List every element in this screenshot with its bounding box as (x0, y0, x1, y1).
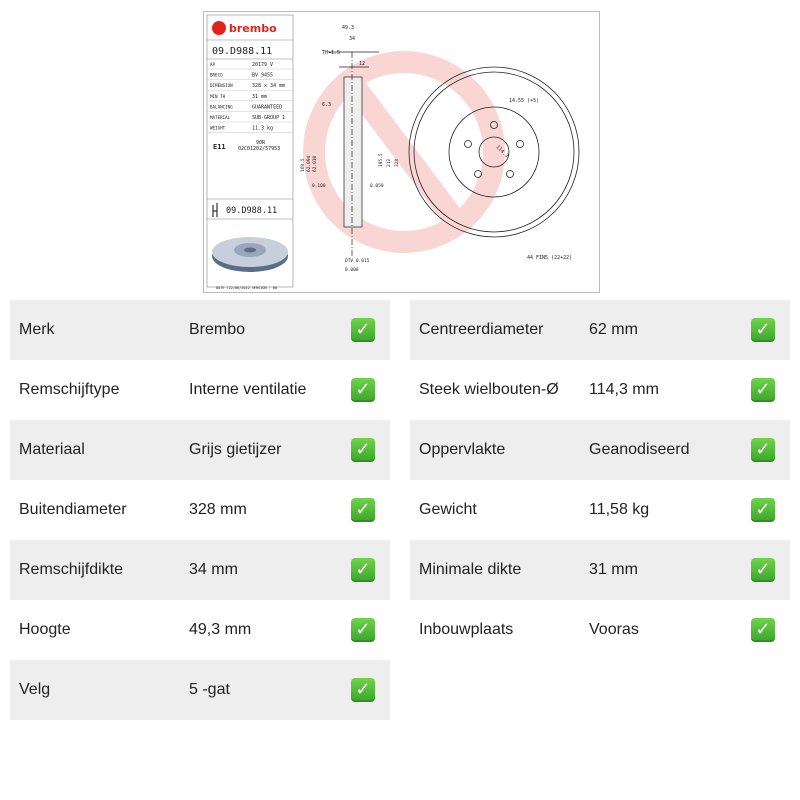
check-mark-icon (751, 378, 775, 402)
dim-0-008: 0.008 (345, 268, 359, 273)
check-mark-icon (751, 318, 775, 342)
spec-label: Merk (19, 321, 55, 338)
spec-value: 62 mm (589, 321, 638, 338)
dim-0-050: 0.050 (370, 184, 384, 189)
dim-328: 328 (395, 158, 400, 167)
spec-row (10, 600, 390, 660)
spec-label: Centreerdiameter (419, 321, 544, 338)
dim-34: 34 (349, 36, 356, 42)
spec-value: 34 mm (189, 561, 238, 578)
spec-label: Remschijftype (19, 381, 120, 398)
check-mark-icon (351, 678, 375, 702)
spec-row (10, 420, 390, 480)
spec-label: Inbouwplaats (419, 621, 514, 638)
brand-watermark (314, 62, 494, 242)
spec-value: 49,3 mm (189, 621, 252, 638)
spec-label: Remschijfdikte (19, 561, 124, 578)
check-glyph: ✓ (355, 379, 371, 400)
check-glyph: ✓ (755, 559, 771, 580)
drawing-spec-value: 31 mm (252, 93, 268, 100)
spec-label: Hoogte (19, 621, 71, 638)
spec-value: 31 mm (589, 561, 638, 578)
check-glyph: ✓ (755, 379, 771, 400)
spec-row (410, 360, 790, 420)
spec-value: Grijs gietijzer (189, 441, 282, 458)
check-glyph: ✓ (755, 619, 771, 640)
drawing-spec-key: BALANCING (210, 104, 233, 110)
spec-value: Interne ventilatie (189, 381, 307, 398)
spec-label: Velg (19, 681, 51, 698)
spec-value: 328 mm (189, 501, 247, 518)
drawing-spec-key: BRECO (210, 72, 223, 78)
drawing-spec-value: BV 9455 (252, 72, 274, 79)
dim-0-100: 0.100 (312, 184, 326, 189)
drawing-spec-key: MATERIAL (210, 115, 231, 120)
check-glyph: ✓ (355, 319, 371, 340)
check-mark-icon (351, 438, 375, 462)
spec-value: Geanodiseerd (589, 441, 690, 458)
dim-6-3: 6.3 (322, 102, 332, 108)
spec-value: 11,58 kg (589, 501, 650, 518)
spec-row (10, 360, 390, 420)
dim-dtv: DTV 0.015 (345, 259, 370, 264)
drawing-spec-key: MIN TH (210, 93, 226, 99)
spec-value: Vooras (589, 621, 639, 638)
spec-label: Minimale dikte (419, 561, 522, 578)
dim-212: 212 (387, 158, 392, 167)
check-glyph: ✓ (755, 499, 771, 520)
spec-row (410, 420, 790, 480)
spec-label: Gewicht (419, 501, 477, 518)
drawing-spec-value: 20179 V (252, 62, 274, 68)
check-mark-icon (751, 618, 775, 642)
spec-value: Brembo (189, 321, 246, 338)
check-glyph: ✓ (355, 679, 371, 700)
drawing-spec-value: 11.3 kg (252, 125, 274, 132)
spec-row (10, 480, 390, 540)
check-mark-icon (351, 318, 375, 342)
dim-62-010: 62.010 (313, 155, 318, 172)
title-block (207, 15, 293, 287)
approval-line-2: 02C01202/57953 (238, 146, 281, 152)
check-mark-icon (751, 438, 775, 462)
part-number: 09.D988.11 (212, 46, 273, 57)
spec-label: Buitendiameter (19, 501, 127, 518)
drawing-footer: DATE (22/06/2022 VERSION : 00 (216, 286, 278, 290)
check-mark-icon (351, 558, 375, 582)
spec-row (410, 480, 790, 540)
part-number-bottom: 09.D988.11 (226, 206, 278, 216)
spec-value: 5 -gat (189, 681, 230, 698)
check-mark-icon (751, 558, 775, 582)
drawing-spec-key: DIMENSION (210, 83, 233, 89)
spec-label: Oppervlakte (419, 441, 506, 458)
dim-195-5: 195.5 (379, 153, 384, 167)
approval-mark: E11 (213, 143, 226, 151)
spec-row (410, 300, 790, 360)
drawing-spec-key: WEIGHT (210, 125, 226, 131)
spec-row (10, 300, 390, 360)
approval-line-1: 90R (256, 140, 266, 146)
dim-44-fins: 44 FIN5 (22+22) (527, 255, 573, 261)
check-mark-icon (351, 618, 375, 642)
dim-169-5: 169.5 (301, 158, 306, 172)
dim-12: 12 (359, 61, 366, 67)
check-glyph: ✓ (355, 439, 371, 460)
check-glyph: ✓ (755, 439, 771, 460)
check-glyph: ✓ (355, 619, 371, 640)
check-glyph: ✓ (355, 559, 371, 580)
check-mark-icon (351, 498, 375, 522)
brand-name: brembo (229, 22, 277, 35)
drawing-spec-value: SUB-GROUP 1 (252, 115, 286, 121)
spec-label: Materiaal (19, 441, 85, 458)
spec-value: 114,3 mm (589, 381, 659, 398)
dim-114-3: 114.3 (494, 144, 510, 160)
spec-row (410, 600, 790, 660)
dim-49-3: 49.3 (342, 25, 355, 31)
drawing-spec-value: GUARANTEED (252, 104, 283, 111)
dim-th: TH=1.5 (322, 50, 341, 56)
drawing-spec-value: 328 x 34 mm (252, 83, 286, 90)
disc-render (212, 237, 288, 272)
spec-row (410, 540, 790, 600)
spec-row (10, 540, 390, 600)
check-mark-icon (351, 378, 375, 402)
check-mark-icon (751, 498, 775, 522)
dim-14-55: 14.55 (+5) (509, 98, 540, 104)
technical-drawing (203, 11, 600, 293)
check-glyph: ✓ (355, 499, 371, 520)
drawing-spec-key: AP (210, 62, 216, 67)
brembo-logo-icon (212, 21, 226, 35)
check-glyph: ✓ (755, 319, 771, 340)
caliper-icon (213, 203, 217, 217)
spec-row (10, 660, 390, 720)
dim-62-094: 62.094 (307, 155, 312, 172)
spec-label: Steek wielbouten-Ø (419, 381, 559, 398)
